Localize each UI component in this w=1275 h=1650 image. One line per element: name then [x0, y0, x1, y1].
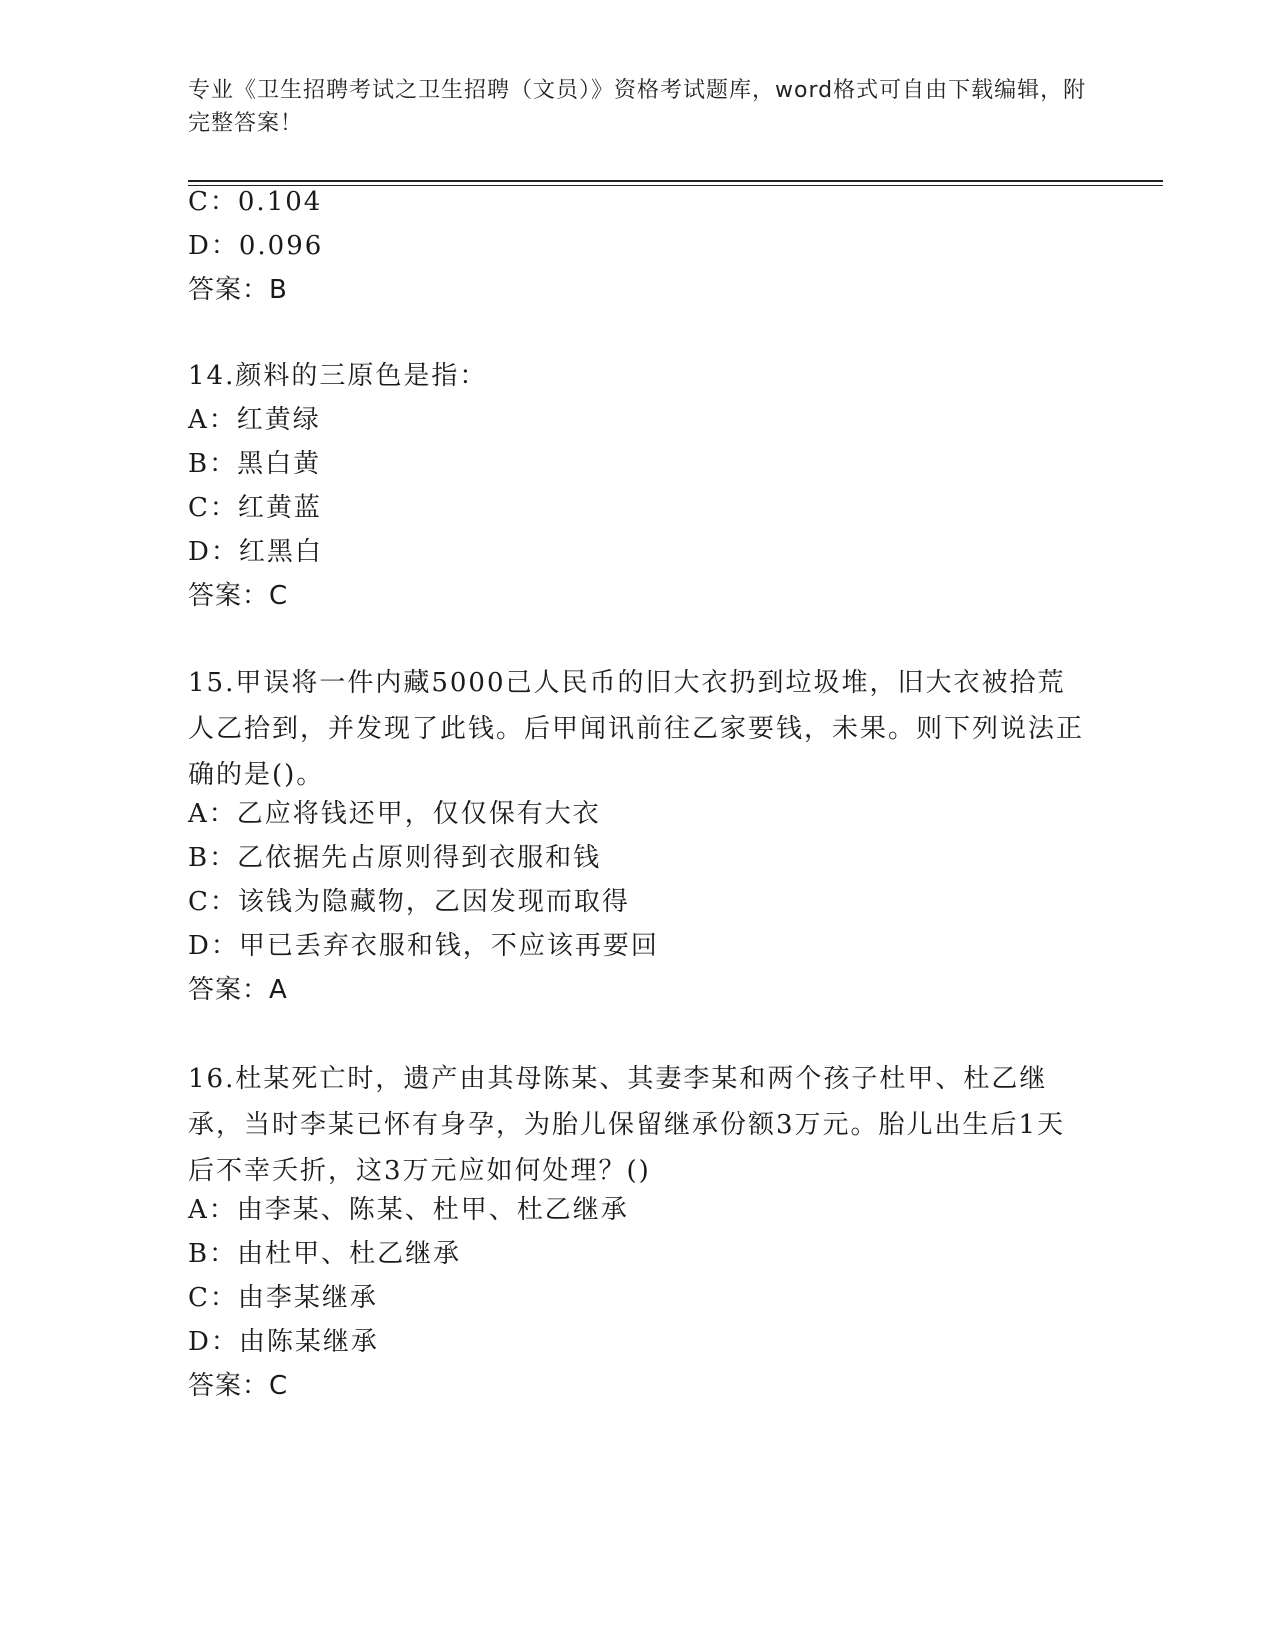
- option-c: C：由李某继承: [188, 1283, 378, 1313]
- option-b: B：黑白黄: [188, 449, 322, 479]
- option-b: B：乙依据先占原则得到衣服和钱: [188, 843, 602, 873]
- answer-line: 答案：B: [188, 275, 288, 305]
- option-d: D：0.096: [188, 231, 324, 261]
- option-a: A：由李某、陈某、杜甲、杜乙继承: [188, 1195, 629, 1225]
- answer-line: 答案：A: [188, 975, 288, 1005]
- option-d: D：甲已丢弃衣服和钱，不应该再要回: [188, 931, 659, 961]
- answer-line: 答案：C: [188, 581, 289, 611]
- question-stem: 14.颜料的三原色是指：: [188, 361, 488, 391]
- header-rule-thick: [188, 180, 1163, 182]
- question-stem: 16.杜某死亡时，遗产由其母陈某、其妻李某和两个孩子杜甲、杜乙继承，当时李某已怀有身孕，为胎儿保留继承份额3万元。胎儿出生后1天后不幸夭折，这3万元应如何处理？(): [188, 1064, 1066, 1186]
- option-c: C：0.104: [188, 187, 323, 217]
- option-c: C：该钱为隐藏物，乙因发现而取得: [188, 887, 630, 917]
- header-rule-thin: [188, 185, 1163, 186]
- question-stem: 15.甲误将一件内藏5000己人民币的旧大衣扔到垃圾堆，旧大衣被拾荒人乙拾到，并发现了此钱。后甲闻讯前往乙家要钱，未果。则下列说法正确的是()。: [188, 668, 1085, 790]
- document-header: 专业《卫生招聘考试之卫生招聘（文员）》资格考试题库，word格式可自由下载编辑，附完整答案！: [188, 78, 1087, 136]
- answer-line: 答案：C: [188, 1371, 289, 1401]
- option-a: A：红黄绿: [188, 405, 321, 435]
- option-d: D：由陈某继承: [188, 1327, 379, 1357]
- option-d: D：红黑白: [188, 537, 323, 567]
- option-b: B：由杜甲、杜乙继承: [188, 1239, 462, 1269]
- option-a: A：乙应将钱还甲，仅仅保有大衣: [188, 799, 601, 829]
- option-c: C：红黄蓝: [188, 493, 322, 523]
